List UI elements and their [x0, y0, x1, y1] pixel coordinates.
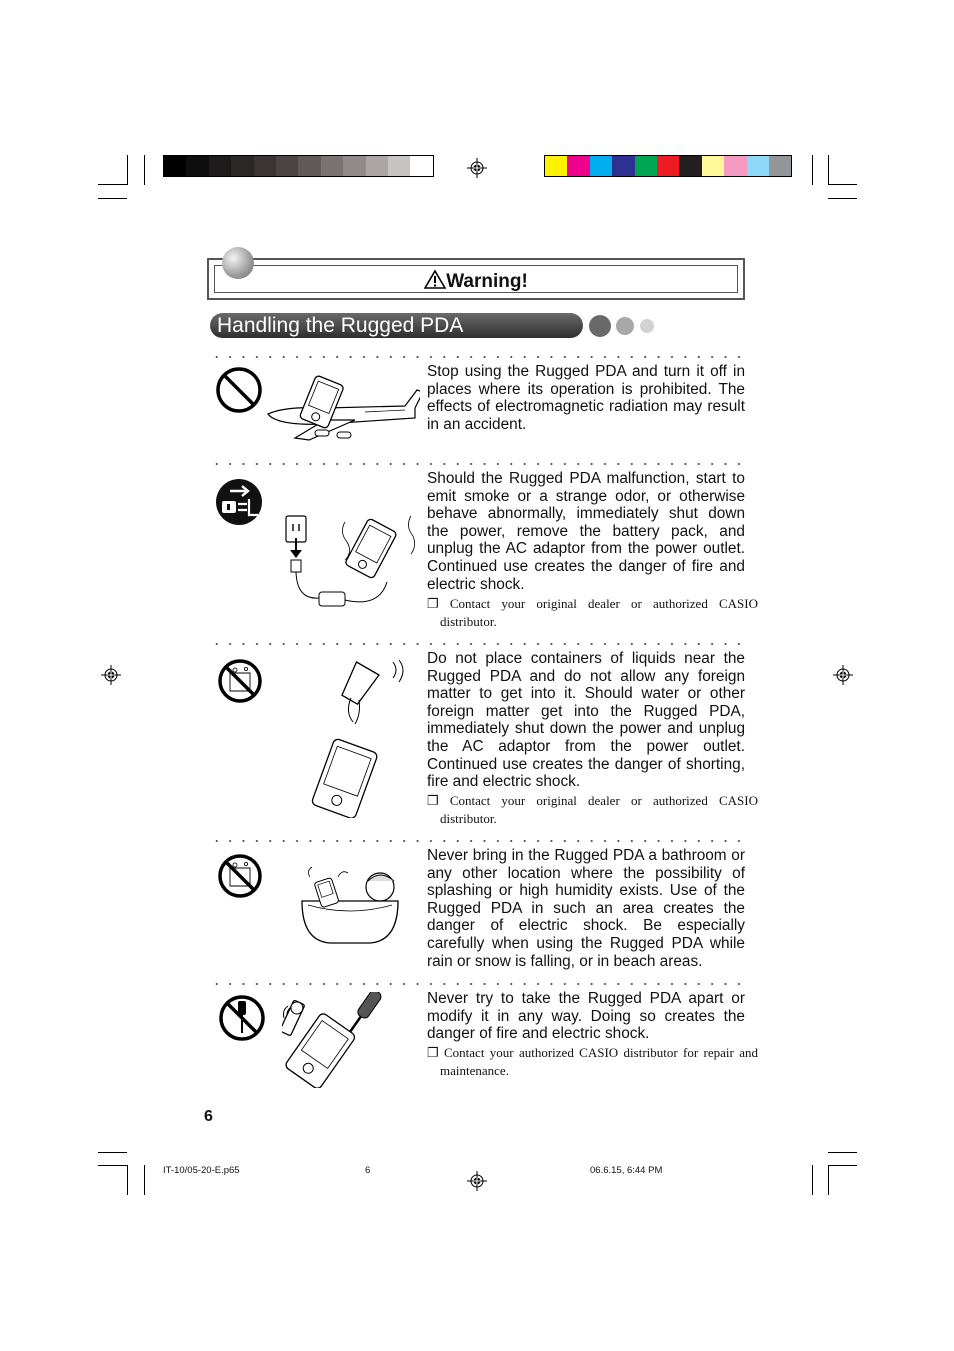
- prohibited-icon: [214, 365, 264, 415]
- process-swatch: [635, 156, 657, 176]
- page-number: 6: [204, 1108, 213, 1125]
- grayscale-swatch: [366, 156, 388, 176]
- decorative-dot-small: [640, 319, 654, 333]
- registration-mark-icon: [467, 158, 487, 178]
- footer-page: 6: [365, 1165, 371, 1176]
- pda-smoke-adaptor-illustration: [283, 512, 423, 620]
- grayscale-swatch: [298, 156, 320, 176]
- grayscale-swatch: [164, 156, 186, 176]
- process-swatch: [702, 156, 724, 176]
- grayscale-swatch: [343, 156, 365, 176]
- dotted-divider: [210, 356, 745, 358]
- warning-box: [207, 258, 745, 300]
- process-swatch: [567, 156, 589, 176]
- process-swatch: [747, 156, 769, 176]
- grayscale-swatch: [321, 156, 343, 176]
- item-text: Should the Rugged PDA malfunction, start to emit smoke or a strange odor, or otherwise behave abnormally, immediately shut down the power, remove the battery pack, and unplug the AC adaptor from the power outlet. Continued use creates the danger of fire and electric shock.: [427, 470, 745, 593]
- dotted-divider: [210, 840, 745, 842]
- dotted-divider: [210, 463, 745, 465]
- process-swatch: [657, 156, 679, 176]
- grayscale-swatch: [410, 156, 432, 176]
- warning-heading: Warning!: [209, 270, 743, 293]
- item-text: Stop using the Rugged PDA and turn it off in places where its operation is prohibited. The effects of electromagnetic radiation may result in an accident.: [427, 363, 745, 433]
- section-title: Handling the Rugged PDA: [217, 314, 464, 337]
- grayscale-swatch: [276, 156, 298, 176]
- item-note: ❐ Contact your original dealer or authorized CASIO distributor.: [427, 793, 758, 826]
- footer-file: IT-10/05-20-E.p65: [163, 1165, 240, 1176]
- process-swatch: [590, 156, 612, 176]
- pda-tools-illustration: [282, 992, 397, 1088]
- globe-icon: [222, 247, 254, 279]
- pda-bathtub-illustration: [300, 865, 400, 945]
- process-color-bar: [544, 155, 792, 177]
- pda-airplane-illustration: [265, 368, 420, 448]
- unplug-icon: [214, 477, 264, 527]
- item-text: Do not place containers of liquids near the Rugged PDA and do not allow any foreign matter to get into it. Should water or other foreign matter get into the Rugged PDA, immediately shut down the power and unplug the AC adaptor from the power outlet. Continued use creates the danger of shorting, fire and electric shock.: [427, 650, 745, 791]
- item-note: ❐ Contact your original dealer or authorized CASIO distributor.: [427, 596, 758, 629]
- dotted-divider: [210, 983, 745, 985]
- grayscale-swatch: [231, 156, 253, 176]
- dotted-divider: [210, 643, 745, 645]
- decorative-dot-medium: [616, 317, 634, 335]
- item-text: Never try to take the Rugged PDA apart or modify it in any way. Doing so creates the danger of fire and electric shock.: [427, 990, 745, 1043]
- process-swatch: [769, 156, 791, 176]
- process-swatch: [679, 156, 701, 176]
- registration-mark-icon: [101, 665, 121, 685]
- process-swatch: [724, 156, 746, 176]
- grayscale-swatch: [186, 156, 208, 176]
- grayscale-swatch: [388, 156, 410, 176]
- decorative-dot-large: [589, 315, 611, 337]
- process-swatch: [612, 156, 634, 176]
- no-water-icon: [216, 852, 264, 900]
- process-swatch: [545, 156, 567, 176]
- grayscale-swatch: [209, 156, 231, 176]
- footer-timestamp: 06.6.15, 6:44 PM: [590, 1165, 663, 1176]
- registration-mark-icon: [467, 1171, 487, 1191]
- no-disassembly-icon: [217, 993, 267, 1043]
- registration-mark-icon: [833, 665, 853, 685]
- pda-spilled-liquid-illustration: [305, 656, 410, 818]
- item-note: ❐ Contact your authorized CASIO distributor for repair and maintenance.: [427, 1045, 758, 1078]
- warning-triangle-icon: [424, 270, 446, 289]
- grayscale-swatch: [254, 156, 276, 176]
- no-water-icon: [216, 657, 264, 705]
- grayscale-color-bar: [163, 155, 434, 177]
- item-text: Never bring in the Rugged PDA a bathroom or any other location where the possibility of splashing or high humidity exists. Use of the Rugged PDA in such an area creates the danger of electric shock. Be especially carefully when using the Rugged PDA while rain or snow is falling, or in beach areas.: [427, 847, 745, 970]
